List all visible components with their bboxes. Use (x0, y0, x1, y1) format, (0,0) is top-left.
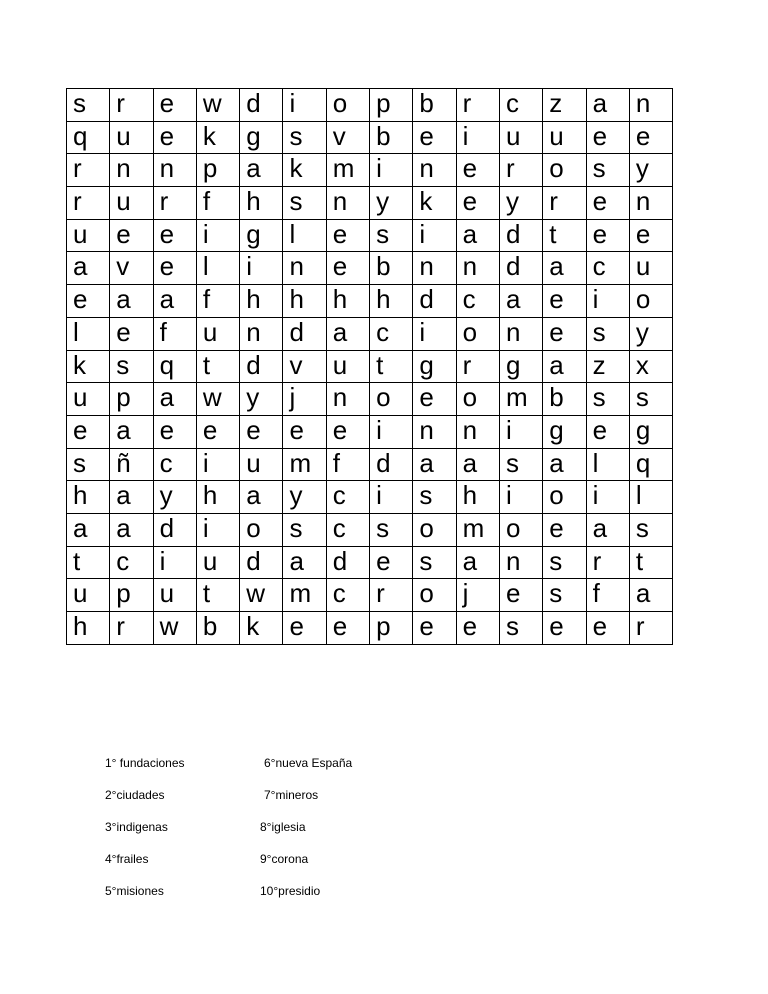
grid-cell: ñ (110, 448, 153, 481)
grid-cell: l (629, 481, 672, 514)
grid-cell: s (283, 121, 326, 154)
grid-cell: v (326, 121, 369, 154)
grid-cell: i (196, 219, 239, 252)
grid-cell: s (499, 448, 542, 481)
word-list-item: 2°ciudades (105, 788, 165, 802)
grid-cell: e (543, 317, 586, 350)
grid-row (67, 317, 673, 350)
grid-cell: a (629, 579, 672, 612)
grid-cell: u (240, 448, 283, 481)
grid-cell: s (413, 546, 456, 579)
grid-row (67, 252, 673, 285)
grid-cell: u (499, 121, 542, 154)
grid-cell: t (196, 579, 239, 612)
grid-cell: i (196, 448, 239, 481)
grid-cell: i (413, 317, 456, 350)
grid-cell: h (456, 481, 499, 514)
grid-cell: u (326, 350, 369, 383)
grid-cell: l (586, 448, 629, 481)
grid-cell: m (283, 448, 326, 481)
grid-cell: t (196, 350, 239, 383)
grid-cell: u (629, 252, 672, 285)
word-list-item: 5°misiones (105, 884, 164, 898)
grid-cell: i (586, 285, 629, 318)
grid-cell: h (240, 187, 283, 220)
grid-cell: i (586, 481, 629, 514)
grid-cell: n (499, 546, 542, 579)
grid-cell: w (196, 383, 239, 416)
grid-cell: c (110, 546, 153, 579)
grid-cell: e (67, 415, 110, 448)
grid-cell: s (413, 481, 456, 514)
grid-cell: y (499, 187, 542, 220)
grid-cell: y (240, 383, 283, 416)
grid-row (67, 415, 673, 448)
grid-cell: h (67, 481, 110, 514)
grid-cell: d (499, 252, 542, 285)
grid-cell: j (456, 579, 499, 612)
grid-cell: a (456, 448, 499, 481)
grid-cell: a (153, 383, 196, 416)
grid-cell: u (153, 579, 196, 612)
grid-cell: e (586, 187, 629, 220)
grid-cell: b (196, 612, 239, 645)
grid-cell: d (413, 285, 456, 318)
grid-cell: r (499, 154, 542, 187)
grid-cell: b (543, 383, 586, 416)
grid-cell: e (586, 219, 629, 252)
grid-cell: l (196, 252, 239, 285)
grid-cell: a (110, 415, 153, 448)
grid-cell: u (67, 219, 110, 252)
grid-cell: g (629, 415, 672, 448)
grid-cell: c (456, 285, 499, 318)
grid-cell: r (153, 187, 196, 220)
grid-cell: c (326, 579, 369, 612)
grid-cell: o (629, 285, 672, 318)
word-list-item: 7°mineros (264, 788, 319, 802)
grid-cell: y (370, 187, 413, 220)
grid-cell: e (326, 252, 369, 285)
grid-cell: d (370, 448, 413, 481)
grid-cell: d (153, 513, 196, 546)
grid-cell: w (240, 579, 283, 612)
grid-row (67, 219, 673, 252)
grid-cell: h (283, 285, 326, 318)
word-list-item: 6°nueva España (264, 756, 353, 770)
grid-cell: i (196, 513, 239, 546)
word-list-item: 10°presidio (260, 884, 321, 898)
grid-cell: o (240, 513, 283, 546)
grid-cell: i (283, 89, 326, 122)
grid-cell: p (110, 383, 153, 416)
grid-cell: g (543, 415, 586, 448)
grid-cell: g (240, 219, 283, 252)
grid-cell: w (196, 89, 239, 122)
word-list-item: 1° fundaciones (105, 756, 185, 770)
grid-cell: e (456, 612, 499, 645)
grid-cell: u (196, 317, 239, 350)
grid-cell: e (153, 121, 196, 154)
grid-cell: p (370, 612, 413, 645)
grid-cell: e (153, 252, 196, 285)
grid-cell: e (629, 219, 672, 252)
grid-cell: u (196, 546, 239, 579)
grid-cell: p (110, 579, 153, 612)
grid-cell: r (110, 612, 153, 645)
grid-cell: i (499, 481, 542, 514)
grid-cell: q (629, 448, 672, 481)
grid-cell: n (499, 317, 542, 350)
grid-cell: m (326, 154, 369, 187)
grid-cell: r (456, 350, 499, 383)
grid-cell: r (543, 187, 586, 220)
grid-cell: a (240, 481, 283, 514)
grid-row (67, 383, 673, 416)
grid-cell: e (153, 89, 196, 122)
grid-row (67, 579, 673, 612)
grid-cell: k (283, 154, 326, 187)
grid-cell: r (110, 89, 153, 122)
grid-cell: a (110, 481, 153, 514)
grid-row (67, 154, 673, 187)
grid-cell: w (153, 612, 196, 645)
grid-cell: d (240, 89, 283, 122)
grid-cell: e (456, 154, 499, 187)
grid-cell: i (499, 415, 542, 448)
grid-cell: e (110, 219, 153, 252)
grid-cell: u (543, 121, 586, 154)
grid-cell: x (629, 350, 672, 383)
grid-cell: h (67, 612, 110, 645)
grid-cell: f (586, 579, 629, 612)
grid-cell: o (370, 383, 413, 416)
grid-cell: o (413, 579, 456, 612)
grid-cell: g (240, 121, 283, 154)
grid-cell: e (326, 415, 369, 448)
word-list-item: 9°corona (260, 852, 309, 866)
word-search-grid (66, 88, 673, 645)
grid-cell: e (326, 612, 369, 645)
grid-cell: t (543, 219, 586, 252)
grid-row (67, 448, 673, 481)
grid-cell: s (283, 187, 326, 220)
grid-cell: k (196, 121, 239, 154)
grid-cell: a (456, 546, 499, 579)
grid-cell: i (413, 219, 456, 252)
grid-cell: z (543, 89, 586, 122)
grid-cell: s (629, 513, 672, 546)
grid-cell: f (196, 285, 239, 318)
grid-cell: a (110, 513, 153, 546)
grid-row (67, 481, 673, 514)
grid-cell: p (370, 89, 413, 122)
grid-cell: m (499, 383, 542, 416)
grid-cell: r (629, 612, 672, 645)
grid-cell: k (67, 350, 110, 383)
grid-cell: c (370, 317, 413, 350)
grid-cell: n (326, 383, 369, 416)
grid-cell: r (586, 546, 629, 579)
grid-cell: o (499, 513, 542, 546)
grid-cell: y (283, 481, 326, 514)
grid-cell: m (283, 579, 326, 612)
grid-cell: e (326, 219, 369, 252)
grid-cell: v (283, 350, 326, 383)
grid-cell: o (456, 317, 499, 350)
grid-cell: e (456, 187, 499, 220)
grid-row (67, 89, 673, 122)
grid-cell: d (283, 317, 326, 350)
grid-cell: h (326, 285, 369, 318)
grid-cell: l (283, 219, 326, 252)
grid-cell: r (67, 154, 110, 187)
grid-cell: c (499, 89, 542, 122)
grid-cell: y (629, 317, 672, 350)
grid-cell: n (283, 252, 326, 285)
grid-cell: e (110, 317, 153, 350)
grid-row (67, 187, 673, 220)
grid-cell: z (586, 350, 629, 383)
grid-cell: e (586, 415, 629, 448)
grid-cell: c (326, 513, 369, 546)
grid-cell: d (326, 546, 369, 579)
grid-cell: y (153, 481, 196, 514)
grid-cell: r (67, 187, 110, 220)
grid-cell: c (586, 252, 629, 285)
grid-cell: e (283, 415, 326, 448)
grid-cell: y (629, 154, 672, 187)
grid-cell: e (153, 219, 196, 252)
grid-cell: a (543, 252, 586, 285)
grid-cell: r (370, 579, 413, 612)
grid-cell: j (283, 383, 326, 416)
grid-cell: e (586, 121, 629, 154)
grid-cell: u (110, 121, 153, 154)
grid-row (67, 546, 673, 579)
grid-cell: d (499, 219, 542, 252)
grid-row (67, 513, 673, 546)
grid-cell: i (370, 154, 413, 187)
word-list-item: 8°iglesia (260, 820, 306, 834)
grid-cell: a (326, 317, 369, 350)
grid-cell: i (153, 546, 196, 579)
grid-cell: e (543, 612, 586, 645)
grid-cell: a (586, 89, 629, 122)
grid-cell: s (629, 383, 672, 416)
grid-cell: v (110, 252, 153, 285)
grid-cell: n (629, 89, 672, 122)
grid-cell: f (196, 187, 239, 220)
grid-cell: s (543, 546, 586, 579)
grid-cell: i (370, 415, 413, 448)
grid-cell: a (413, 448, 456, 481)
grid-cell: b (370, 121, 413, 154)
grid-cell: s (110, 350, 153, 383)
grid-cell: e (67, 285, 110, 318)
grid-cell: e (413, 121, 456, 154)
grid-cell: e (283, 612, 326, 645)
grid-cell: g (413, 350, 456, 383)
grid-cell: s (586, 317, 629, 350)
grid-cell: t (67, 546, 110, 579)
grid-cell: a (543, 448, 586, 481)
grid-cell: b (413, 89, 456, 122)
grid-cell: i (370, 481, 413, 514)
grid-cell: a (240, 154, 283, 187)
grid-cell: s (370, 513, 413, 546)
grid-cell: n (629, 187, 672, 220)
grid-cell: s (67, 89, 110, 122)
word-list-item: 3°indigenas (105, 820, 168, 834)
grid-cell: e (413, 612, 456, 645)
grid-cell: n (240, 317, 283, 350)
word-list-item: 4°frailes (105, 852, 149, 866)
grid-cell: e (413, 383, 456, 416)
grid-cell: l (67, 317, 110, 350)
grid-cell: r (456, 89, 499, 122)
grid-cell: s (586, 383, 629, 416)
grid-cell: e (196, 415, 239, 448)
grid-cell: g (499, 350, 542, 383)
grid-cell: n (413, 154, 456, 187)
grid-cell: d (240, 546, 283, 579)
grid-cell: e (370, 546, 413, 579)
grid-cell: p (196, 154, 239, 187)
grid-cell: f (153, 317, 196, 350)
grid-row (67, 350, 673, 383)
grid-cell: a (67, 252, 110, 285)
grid-cell: f (326, 448, 369, 481)
grid-cell: s (370, 219, 413, 252)
grid-cell: n (413, 415, 456, 448)
grid-cell: t (370, 350, 413, 383)
grid-cell: e (543, 513, 586, 546)
grid-cell: e (543, 285, 586, 318)
grid-cell: s (586, 154, 629, 187)
grid-cell: n (456, 252, 499, 285)
grid-cell: m (456, 513, 499, 546)
grid-cell: s (499, 612, 542, 645)
grid-cell: a (283, 546, 326, 579)
grid-cell: n (456, 415, 499, 448)
grid-cell: o (326, 89, 369, 122)
grid-cell: n (413, 252, 456, 285)
grid-cell: a (67, 513, 110, 546)
grid-cell: q (153, 350, 196, 383)
grid-cell: u (110, 187, 153, 220)
grid-cell: a (586, 513, 629, 546)
grid-cell: k (413, 187, 456, 220)
grid-cell: h (370, 285, 413, 318)
grid-cell: a (110, 285, 153, 318)
grid-cell: a (153, 285, 196, 318)
grid-cell: u (67, 383, 110, 416)
grid-cell: s (543, 579, 586, 612)
grid-cell: e (586, 612, 629, 645)
grid-cell: d (240, 350, 283, 383)
grid-cell: c (326, 481, 369, 514)
grid-cell: h (240, 285, 283, 318)
grid-cell: a (499, 285, 542, 318)
grid-cell: n (326, 187, 369, 220)
grid-cell: t (629, 546, 672, 579)
grid-cell: n (153, 154, 196, 187)
grid-cell: s (67, 448, 110, 481)
grid-cell: k (240, 612, 283, 645)
grid-cell: i (240, 252, 283, 285)
grid-cell: c (153, 448, 196, 481)
grid-row (67, 612, 673, 645)
grid-cell: n (110, 154, 153, 187)
grid-cell: o (543, 481, 586, 514)
grid-cell: e (629, 121, 672, 154)
grid-cell: q (67, 121, 110, 154)
grid-row (67, 285, 673, 318)
grid-cell: u (67, 579, 110, 612)
grid-cell: a (456, 219, 499, 252)
grid-cell: o (543, 154, 586, 187)
grid-cell: e (240, 415, 283, 448)
grid-cell: e (153, 415, 196, 448)
grid-cell: h (196, 481, 239, 514)
grid-cell: i (456, 121, 499, 154)
grid-row (67, 121, 673, 154)
grid-cell: b (370, 252, 413, 285)
grid-cell: o (456, 383, 499, 416)
grid-cell: a (543, 350, 586, 383)
grid-cell: s (283, 513, 326, 546)
grid-cell: e (499, 579, 542, 612)
grid-cell: o (413, 513, 456, 546)
